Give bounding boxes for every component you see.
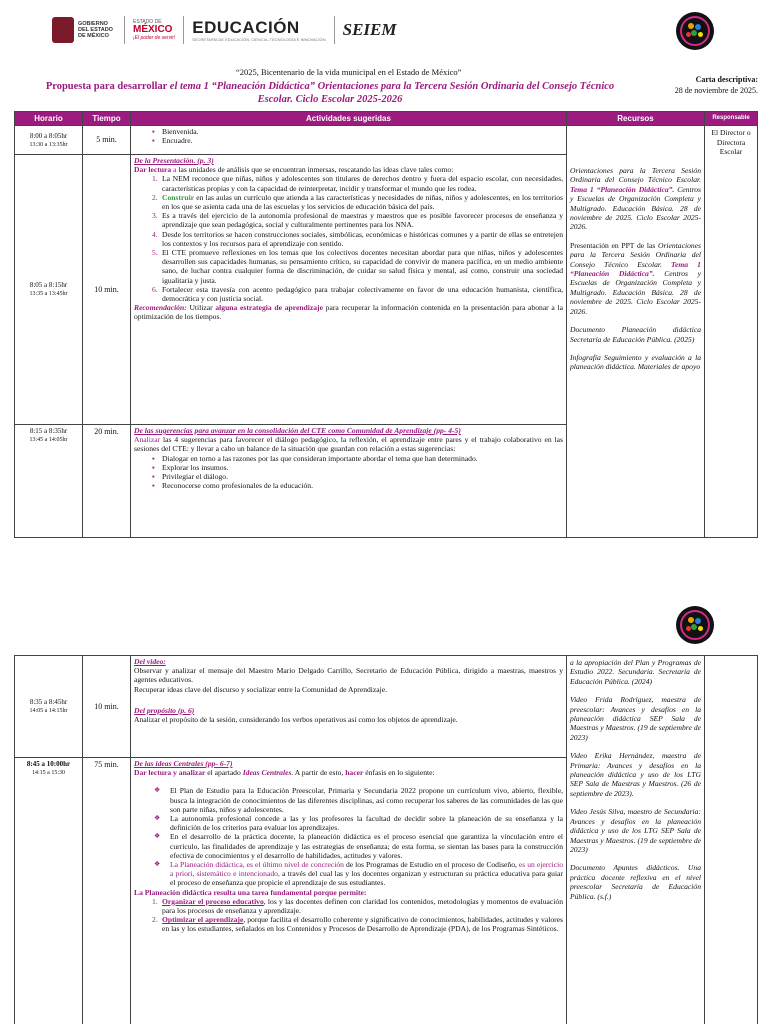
recurso-item: Documento Apuntes didácticos. Una práctica docente reflexiva en el nivel preescolar Secretaría de Educación Pública. (s.f.): [570, 863, 701, 901]
recurso-item: Video Erika Hernández, maestra de Primaria: Avances y desafíos en la planeación didáctica y uso de los LTG SEP Sala de Maestras y Maestros. (26 de septiembre de 2023).: [570, 751, 701, 798]
carta-descriptiva: Carta descriptiva: 28 de noviembre de 2025.: [674, 75, 758, 95]
actividades-cell: [131, 155, 567, 425]
list-item: ❖ La Planeación didáctica, es el último nivel de concreción de los Programas de Estudio en el proceso de Codiseño, es un ejercicio a priori, sistemático e intencionado, a través del cual las y los docentes organizan y estructuran su práctica educativa para guiar el proceso de enseñanza que propicie el aprendizaje de sus estudiantes.: [134, 860, 563, 888]
section-lead: Analizar las 4 sugerencias para favorecer el diálogo pedagógico, la reflexión, el aprendizaje entre pares y el trabajo colaborativo en las sesiones del CTE: y llevar a cabo un balance de la situación que guardan con relación a estas sugerencias:: [134, 435, 563, 454]
gobierno-logo: [52, 17, 116, 43]
list-item: ▪ Explorar los insumos.: [134, 463, 563, 472]
list-item: 1. La NEM reconoce que niñas, niños y adolescentes son titulares de derechos dentro y fuera del espacio escolar, con necesidades, características propias y con la capacidad de reinterpretar, incidir y transformar el mundo que les rodea.: [152, 174, 563, 193]
col-actividades: Actividades sugeridas: [131, 112, 567, 126]
actividades-cell: [131, 126, 567, 155]
list-item: ▪ Dialogar en torno a las razones por las que consideran importante abordar el tema que han determinado.: [134, 454, 563, 463]
subheading: La Planeación didáctica resulta una tarea fundamental porque permite:: [134, 887, 367, 897]
recursos-cell: [567, 656, 705, 1024]
list-item: 2. Construir en las aulas un currículo que atienda a las características y necesidades de niñas, niños y adolescentes, en los territorios en los que se asienta cada una de las escuelas y los servicios de educación básica del país.: [152, 192, 563, 212]
team-badge-icon: [676, 12, 714, 50]
section-lead: Dar lectura y analizar el apartado Ideas Centrales. A partir de esto, hacer énfasis en lo siguiente:: [134, 768, 435, 778]
list-item: 6. Fortalecer esta travesía con acento pedagógico para trabajar colectivamente en favor de una educación humanista, científica, democrática y con justicia social.: [152, 284, 563, 304]
list-item: 5. El CTE promueve reflexiones en los temas que los colectivos docentes necesitan abordar para que niñas, niños y adolescentes desarrollen sus capacidades humanas, su pensamiento crítico, su capacidad de convivir de manera pacífica, en un medio ambiente sano, de luchar contra cualquier forma de discriminación, de cuidar su salud física y mental, así como, construir una sociedad igualitaria y justa.: [152, 248, 563, 285]
list-item: ❖ El Plan de Estudio para la Educación Preescolar, Primaria y Secundaria 2022 propone un currículum vivo, abierto, flexible, busca la integración de conocimientos de las diferentes disciplinas, así como recuperar los saberes de las comunidades de las que son parte niñas, niños y adolescentes.: [134, 786, 563, 814]
actividades-cell: [131, 758, 567, 1024]
coat-of-arms-icon: [52, 17, 74, 43]
horario-cell: 8:35 a 8:45hr 14:05 a 14:15hr: [15, 656, 83, 758]
table-header-row: [15, 112, 758, 126]
col-recursos: Recursos: [567, 112, 705, 126]
col-tiempo: Tiempo: [83, 112, 131, 126]
list-item: ▪ Bienvenida.: [134, 127, 563, 136]
responsable-cell: El Director o Directora Escolar: [705, 126, 758, 538]
section-heading: Del video:: [134, 657, 166, 666]
list-item: ▪ Privilegiar el diálogo.: [134, 472, 563, 481]
logo-divider: [334, 16, 335, 44]
recurso-item: Video Frida Rodríguez, maestra de preescolar: Avances y desafíos en la planeación didáctica SEP Sala de Maestras y Maestros. (19 de septiembre de 2023): [570, 695, 701, 742]
list-item: ▪ Reconocerse como profesionales de la educación.: [134, 481, 563, 490]
recomendacion: Recomendación: Utilizar alguna estrategia de aprendizaje para recuperar la información contenida en la presentación para abonar a la optimización de los tiempos.: [134, 303, 563, 322]
actividades-cell: [131, 425, 567, 538]
section-heading: De las ideas Centrales (pp- 6-7): [134, 759, 233, 768]
horario-cell: 8:05 a 8:15hr 13:35 a 13:45hr: [15, 155, 83, 425]
col-horario: Horario: [15, 112, 83, 126]
logo-divider: [183, 16, 184, 44]
logo-divider: [124, 16, 125, 44]
educacion-logo: EDUCACIÓN SECRETARÍA DE EDUCACIÓN, CIENCIA, TECNOLOGÍA E INNOVACIÓN: [192, 17, 326, 42]
year-motto: “2025, Bicentenario de la vida municipal en el Estado de México”: [236, 67, 462, 77]
tiempo-cell: 20 min.: [83, 425, 131, 538]
table-row: [15, 126, 758, 155]
horario-cell: 8:00 a 8:05hr 13:30 a 13:35hr: [15, 126, 83, 155]
list-item: 2. Optimizar el aprendizaje, porque facilita el desarrollo coherente y significativo de conocimientos, habilidades, actitudes y valores en las y los estudiantes, señalados en los Contenidos y Procesos de Desarrollo de Aprendizaje (PDA), de los Programas Sintéticos.: [152, 915, 563, 934]
horario-cell: 8:45 a 10:00hr 14:15 a 15:30: [15, 758, 83, 1024]
list-item: ❖ En el desarrollo de la práctica docente, la planeación didáctica es el proceso esencial que garantiza la vinculación entre el currículo, las finalidades de aprendizaje y las estrategias de enseñanza; de esta forma, se sientan las bases para la construcción efectiva de conocimientos y el desarrollo de habilidades, actitudes y valores.: [134, 832, 563, 860]
section-heading: De la Presentación. (p. 3): [134, 156, 214, 165]
section-heading: De las sugerencias para avanzar en la consolidación del CTE como Comunidad de Aprendizaje (pp- 4-5): [134, 426, 461, 435]
col-responsable: Responsable: [705, 112, 758, 126]
recurso-item: Orientaciones para la Tercera Sesión Ordinaria del Consejo Técnico Escolar. Tema 1 “Planeación Didáctica”. Centros y Escuelas de Organización Completa y Multigrado. Educación Básica. 28 de noviembre de 2025. Ciclo Escolar 2025-2026.: [570, 166, 701, 232]
gobierno-logo-text: GOBIERNO DEL ESTADO DE MÉXICO: [78, 21, 113, 39]
tiempo-cell: 5 min.: [83, 126, 131, 155]
list-item: ❖ La autonomía profesional concede a las y los profesores la facultad de decidir sobre la planeación de su enseñanza y la definición de los criterios para evaluar los aprendizajes.: [134, 814, 563, 832]
recurso-item: Infografía Seguimiento y evaluación a la planeación didáctica. Materiales de apoyo: [570, 352, 701, 372]
tiempo-cell: 10 min.: [83, 155, 131, 425]
list-item: ▪ Encuadre.: [134, 136, 563, 145]
actividades-cell: Del video: Observar y analizar el mensaje del Maestro Mario Delgado Carrillo, Secretario de Educación Pública, dirigido a maestras, maestros y agentes educativos. Recuperar ideas clave del discurso y socializar entre la Comunidad de Aprendizaje. Del propósito (p. 6) Analizar el propósito de la sesión, considerando los verbos operativos así como los objetos de aprendizaje.: [131, 656, 567, 758]
table-row: [15, 656, 758, 758]
page-header: [52, 12, 712, 48]
schedule-table-1: [14, 111, 758, 538]
tiempo-cell: 75 min.: [83, 758, 131, 1024]
recurso-item: Documento Planeación didáctica Secretaría de Educación Pública. (2025): [570, 325, 701, 344]
section-lead: Dar lectura a las unidades de análisis que se encuentran inmersas, rescatando las ideas clave tales como:: [134, 165, 454, 175]
recurso-item: a la apropiación del Plan y Programas de Estudio 2022. Secundaria. Secretaría de Educación Pública. (2024): [570, 658, 701, 686]
recursos-cell: [567, 126, 705, 538]
list-item: 3. Es a través del ejercicio de la autonomía profesional de maestras y maestros que es posible favorecer procesos de enseñanza y aprendizaje que sean pedagógica, social y culturalmente pertinentes para los NNA.: [152, 211, 563, 230]
section-heading: Del propósito (p. 6): [134, 705, 195, 715]
list-item: 4. Desde los territorios se hacen construcciones sociales, simbólicas, económicas e históricas comunes y a partir de ellas se entretejen los contextos y los recursos para el aprendizaje con sentido.: [152, 229, 563, 248]
list-item: 1. Organizar el proceso educativo, los y las docentes definen con claridad los contenidos, metodologías y momentos de evaluación para los procesos de enseñanza y aprendizaje.: [152, 896, 563, 916]
team-badge-icon: [676, 606, 714, 644]
schedule-table-2: [14, 655, 758, 1024]
recurso-item: Presentación en PPT de las Orientaciones para la Tercera Sesión Ordinaria del Consejo Técnico Escolar. Tema 1 “Planeación Didáctica”. Centros y Escuelas de Organización Completa y Multigrado. Educación Básica. 28 de noviembre de 2025. Ciclo Escolar 2025-2026.: [570, 240, 702, 316]
responsable-cell: [705, 656, 758, 1024]
tiempo-cell: 10 min.: [83, 656, 131, 758]
horario-cell: 8:15 a 8:35hr 13:45 a 14:05hr: [15, 425, 83, 538]
page-title: Propuesta para desarrollar el tema 1 “Planeación Didáctica” Orientaciones para la Tercera Sesión Ordinaria del Consejo Técnico Escolar. Ciclo Escolar 2025-2026: [45, 81, 615, 105]
edomex-logo: ESTADO DE MÉXICO ¡El poder de servir!: [133, 19, 176, 41]
seiem-logo: SEIEM: [342, 20, 397, 39]
recurso-item: Video Jesús Silva, maestro de Secundaria: Avances y desafíos en la planeación didáctica y uso de los LTG SEP Sala de Maestras y Maestros. (19 de septiembre de 2023): [570, 807, 701, 854]
